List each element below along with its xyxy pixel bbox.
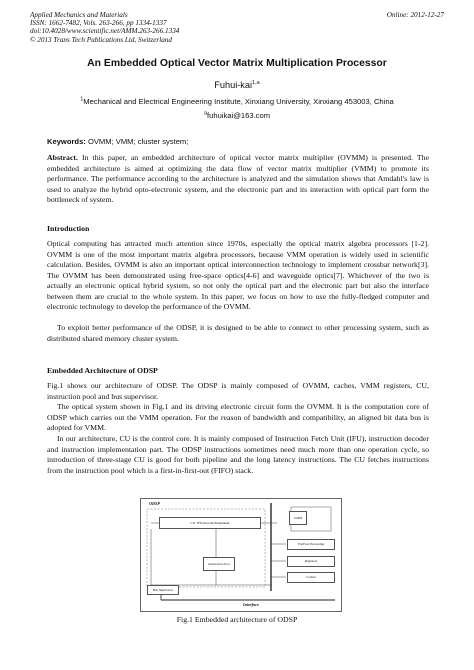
- author-line: [0, 80, 474, 90]
- instruction-pool-block: Instruction Pool: [203, 557, 235, 571]
- architecture-paragraph-3: In our architecture, CU is the control core. It is mainly composed of Instruction Fetch Unit (IFU), instruction decoder and instruction implementation part. The ODSP instructions sometimes need much more than one operation cycle, so introduction of three-stage CU is good for both pipeline and the long latency instructions. The CU fetches instructions from the instruction pool which is a first-in-first-out (FIFO) stack.: [47, 434, 429, 475]
- affiliation-line: [0, 97, 474, 106]
- bus-supervisor-block: Bus Supervisor: [147, 585, 179, 595]
- author-superscript: 1,a: [252, 79, 260, 86]
- copyright-line: © 2013 Trans Tech Publications Ltd, Switzerland: [30, 35, 172, 44]
- architecture-paragraph-1: Fig.1 shows our architecture of ODSP. The ODSP is mainly composed of OVMM, caches, VMM registers, CU, instruction pool and bus supervisor.: [47, 381, 429, 401]
- paper-title: An Embedded Optical Vector Matrix Multiplication Processor: [87, 58, 387, 69]
- intro-paragraph-2: To exploit better performance of the ODSP, it is designed to be able to connect to other processing system, such as distributed shared memory cluster system.: [47, 323, 429, 343]
- architecture-paragraph-2: The optical system shown in Fig.1 and its driving electronic circuit form the OVMM. It is the computation core of ODSP which carries out the VMM operation. For the reason of bandwidth and compatibility, an aligned bit data bus is adopted for VMM.: [47, 402, 429, 432]
- prepost-processing-block: Pre/Post Processing: [287, 539, 335, 550]
- abstract-text: In this paper, an embedded architecture of optical vector matrix multiplier (OVMM) is presented. The embedded architecture is aimed at optimizing the data flow of vector matrix multiplier (VMM) to promote its performance. The performance according to the architecture is analyzed and the simulation shows that Amdahl's law is used to analyze the hybrid opto-electronic system, and the electronic part and its interaction with optical part form the bottleneck of system.: [47, 153, 430, 204]
- abstract-paragraph: [47, 153, 429, 206]
- odsp-architecture-figure: [140, 498, 342, 612]
- keywords-line: [47, 137, 188, 146]
- affiliation-superscript: 1: [80, 96, 84, 103]
- caches-block: Caches: [287, 572, 335, 583]
- email-line: [0, 111, 474, 120]
- odsp-label: ODSP: [149, 501, 160, 506]
- keywords-label: Keywords:: [47, 137, 86, 146]
- intro-paragraph-1: Optical computing has attracted much attention since 1970s, especially the optical matrix algebra processors [1-2]. OVMM is one of the most important matrix algebra processors, because VMM operation is widely used in scientific calculation. Besides, OVMM is also an important optical interconnection technology to implement crossbar network[3]. The OVMM has been demonstrated using free-space optics[4-6] and waveguide optics[7]. Whichever of the two is actually an electronic optical hybrid system, so not only the optical part and the electronic part but also the interface between them are crucial to the whole system. In this paper, we focus on how to use the fully-fledged computer and electronic technology to develop the performance of the OVMM.: [47, 239, 429, 311]
- doi-line: doi:10.4028/www.scientific.net/AMM.263-266.1334: [30, 27, 180, 36]
- vmm-block: VMM: [289, 511, 307, 525]
- email-superscript: a: [203, 110, 208, 117]
- keywords-text: OVMM; VMM; cluster system;: [87, 137, 189, 146]
- issn-line: ISSN: 1662-7482, Vols. 263-266, pp 1334-1337: [30, 19, 167, 28]
- architecture-heading: Embedded Architecture of ODSP: [47, 366, 158, 375]
- abstract-label: Abstract.: [47, 153, 78, 162]
- cu-block: CU: IFU/Decoder/Implement: [159, 517, 261, 529]
- introduction-heading: Introduction: [47, 224, 90, 233]
- journal-metadata: [30, 11, 179, 44]
- figure-caption: Fig.1 Embedded architecture of ODSP: [176, 615, 298, 624]
- author-name: Fuhui-kai: [214, 80, 253, 90]
- registers-block: Registers: [287, 556, 335, 567]
- affiliation-text: Mechanical and Electrical Engineering Institute, Xinxiang University, Xinxiang 453003, China: [83, 97, 394, 106]
- online-date: Online: 2012-12-27: [386, 11, 444, 19]
- email-link[interactable]: fuhuikai@163.com: [207, 111, 271, 120]
- interface-label: Interface: [243, 602, 259, 607]
- journal-name: Applied Mechanics and Materials: [30, 11, 128, 19]
